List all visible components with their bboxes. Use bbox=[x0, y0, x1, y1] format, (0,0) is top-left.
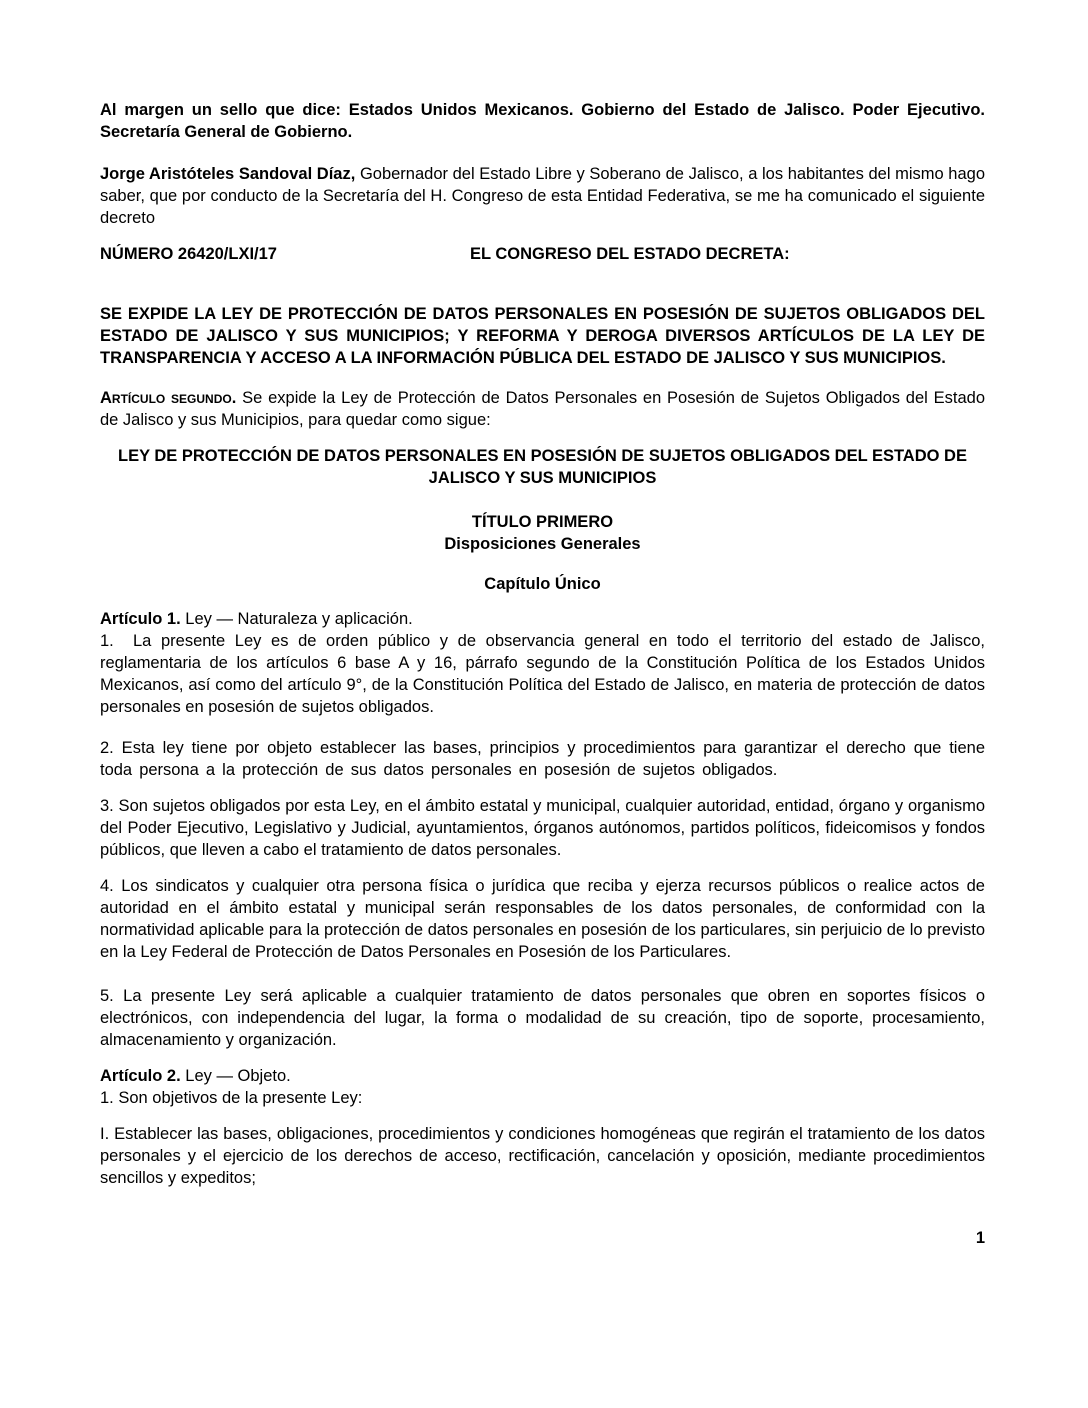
congress-decree-heading: EL CONGRESO DEL ESTADO DECRETA: bbox=[470, 245, 790, 263]
articulo-segundo-paragraph bbox=[100, 387, 985, 431]
articulo-2-label: Artículo 2. bbox=[100, 1067, 181, 1085]
law-title: LEY DE PROTECCIÓN DE DATOS PERSONALES EN POSESIÓN DE SUJETOS OBLIGADOS DEL ESTADO DE JALISCO Y SUS MUNICIPIOS bbox=[118, 447, 967, 487]
decree-number: NÚMERO 26420/LXI/17 bbox=[100, 245, 277, 263]
articulo-2-heading bbox=[100, 1065, 985, 1087]
articulo-1-paragraph-4: 4. Los sindicatos y cualquier otra persona física o jurídica que reciba y ejerza recursos públicos o realice actos de autoridad en el ámbito estatal y municipal serán responsables de los datos personales, de conformidad con la normatividad aplicable para la protección de datos personales en posesión de los particulares, sin perjuicio de lo previsto en la Ley Federal de Protección de Datos Personales en Posesión de los Particulares. bbox=[100, 877, 985, 961]
governor-intro-paragraph bbox=[100, 163, 985, 229]
articulo-segundo-text: Se expide la Ley de Protección de Datos Personales en Posesión de Sujetos Obligados del Estado de Jalisco y sus Municipios, para quedar como sigue: bbox=[100, 389, 985, 429]
articulo-1-paragraph-5: 5. La presente Ley será aplicable a cualquier tratamiento de datos personales que obren en soportes físicos o electrónicos, con independencia del lugar, la forma o modalidad de su creación, tipo de soporte, procesamiento, almacenamiento y organización. bbox=[100, 987, 985, 1049]
decree-number-line bbox=[100, 243, 985, 265]
seal-paragraph: Al margen un sello que dice: Estados Unidos Mexicanos. Gobierno del Estado de Jalisco. Poder Ejecutivo. Secretaría General de Gobierno. bbox=[100, 101, 985, 141]
titulo-primero-block bbox=[100, 511, 985, 555]
articulo-1-paragraph-1: 1. La presente Ley es de orden público y de observancia general en todo el territorio del estado de Jalisco, reglamentaria de los artículos 6 base A y 16, párrafo segundo de la Constitución Política de los Estados Unidos Mexicanos, así como del artículo 9°, de la Constitución Política del Estado de Jalisco, en materia de protección de datos personales en posesión de sujetos obligados. bbox=[100, 632, 985, 716]
governor-intro-text: Gobernador del Estado Libre y Soberano de Jalisco, a los habitantes del mismo hago saber, que por conducto de la Secretaría del H. Congreso de esta Entidad Federativa, se me ha comunicado el siguiente decreto bbox=[100, 165, 986, 227]
articulo-1-title: Ley — Naturaleza y aplicación. bbox=[180, 610, 413, 628]
titulo-primero-heading: TÍTULO PRIMERO bbox=[471, 513, 614, 531]
articulo-1-label: Artículo 1. bbox=[100, 610, 181, 628]
governor-name: Jorge Aristóteles Sandoval Díaz, bbox=[100, 165, 356, 183]
articulo-2-paragraph-1: 1. Son objetivos de la presente Ley: bbox=[100, 1089, 363, 1107]
articulo-2-fraccion-1: I. Establecer las bases, obligaciones, procedimientos y condiciones homogéneas que regirán el tratamiento de los datos personales y el ejercicio de los derechos de acceso, rectificación, cancelación y oposición, mediante procedimientos sencillos y expeditos; bbox=[100, 1125, 985, 1187]
articulo-1-paragraph-3: 3. Son sujetos obligados por esta Ley, en el ámbito estatal y municipal, cualquier autoridad, entidad, órgano y organismo del Poder Ejecutivo, Legislativo y Judicial, ayuntamientos, órganos autónomos, partidos políticos, fideicomisos y fondos públicos, que lleven a cabo el tratamiento de datos personales. bbox=[100, 797, 985, 859]
page-number: 1 bbox=[975, 1229, 985, 1247]
articulo-1-paragraph-2: 2. Esta ley tiene por objeto establecer las bases, principios y procedimientos para garantizar el derecho que tiene toda persona a la protección de sus datos personales en posesión de sujetos obligados. bbox=[100, 739, 985, 779]
articulo-1-heading bbox=[100, 608, 985, 630]
decree-subject-paragraph: SE EXPIDE LA LEY DE PROTECCIÓN DE DATOS PERSONALES EN POSESIÓN DE SUJETOS OBLIGADOS DEL ESTADO DE JALISCO Y SUS MUNICIPIOS; Y REFORMA Y DEROGA DIVERSOS ARTÍCULOS DE LA LEY DE TRANSPARENCIA Y ACCESO A LA INFORMACIÓN PÚBLICA DEL ESTADO DE JALISCO Y SUS MUNICIPIOS. bbox=[100, 305, 985, 367]
capitulo-unico-heading: Capítulo Único bbox=[484, 575, 601, 593]
articulo-segundo-label: Artículo segundo. bbox=[100, 389, 237, 407]
articulo-2-title: Ley — Objeto. bbox=[180, 1067, 291, 1085]
titulo-primero-subheading: Disposiciones Generales bbox=[444, 535, 641, 553]
